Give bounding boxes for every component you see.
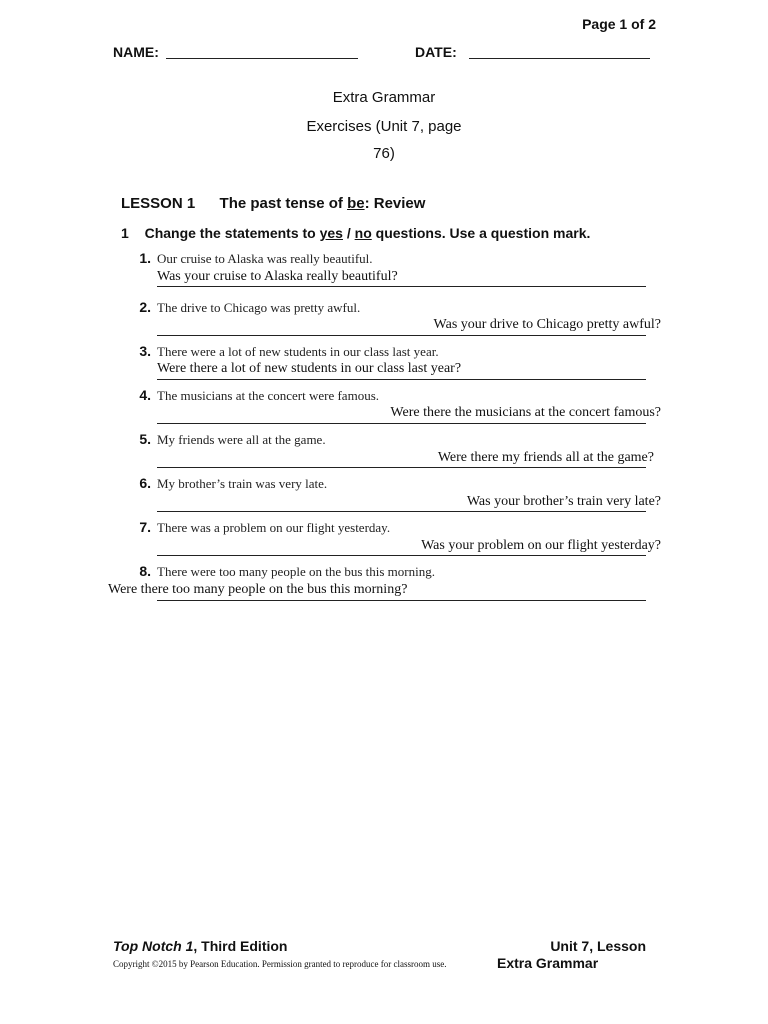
lesson-heading xyxy=(121,195,425,212)
item-statement: My friends were all at the game. xyxy=(157,432,326,447)
item-number: 7. xyxy=(139,519,151,535)
item-number: 4. xyxy=(139,387,151,403)
answer-line xyxy=(157,423,646,424)
item-answer: Were there the musicians at the concert famous? xyxy=(390,405,661,420)
title-line-1: Extra Grammar xyxy=(332,89,436,106)
answer-line xyxy=(157,379,646,380)
name-blank-line xyxy=(166,58,358,59)
lesson-label: LESSON 1 xyxy=(121,195,196,212)
page-number: Page 1 of 2 xyxy=(582,16,656,32)
instr-no: no xyxy=(354,225,372,241)
footer-section: Extra Grammar xyxy=(497,955,599,971)
item-answer: Were there a lot of new students in our class last year? xyxy=(157,361,462,376)
date-blank-line xyxy=(469,58,650,59)
item-number: 5. xyxy=(139,431,151,447)
item-statement: The musicians at the concert were famous. xyxy=(157,388,379,403)
item-answer: Were there too many people on the bus this morning? xyxy=(108,582,408,597)
answer-line xyxy=(157,335,646,336)
item-statement: The drive to Chicago was pretty awful. xyxy=(157,300,361,315)
item-number: 1. xyxy=(139,250,151,266)
item-number: 3. xyxy=(139,343,151,359)
answer-line xyxy=(157,555,646,556)
date-label: DATE: xyxy=(415,44,457,60)
exercise-instructions xyxy=(121,225,590,241)
lesson-title-be: be xyxy=(347,195,365,212)
footer-copyright: Copyright ©2015 by Pearson Education. Permission granted to reproduce for classroom use. xyxy=(113,959,447,969)
book-edition: , Third Edition xyxy=(193,938,288,954)
item-number: 2. xyxy=(139,299,151,315)
item-number: 6. xyxy=(139,475,151,491)
lesson-title-pre: The past tense of xyxy=(219,195,348,212)
title-line-2: Exercises (Unit 7, page xyxy=(306,118,462,135)
item-answer: Were there my friends all at the game? xyxy=(437,450,654,465)
instr-pre: Change the statements to xyxy=(144,225,320,241)
item-statement: There were too many people on the bus this morning. xyxy=(157,564,435,579)
lesson-title-post: : Review xyxy=(364,195,426,212)
book-name: Top Notch 1 xyxy=(113,938,194,954)
item-statement: There were a lot of new students in our class last year. xyxy=(157,344,439,359)
answer-line xyxy=(157,511,646,512)
item-statement: There was a problem on our flight yesterday. xyxy=(157,520,391,535)
item-statement: Our cruise to Alaska was really beautiful. xyxy=(157,251,373,266)
item-answer: Was your drive to Chicago pretty awful? xyxy=(433,317,661,332)
footer-book-title xyxy=(113,938,287,954)
title-line-3: 76) xyxy=(373,145,395,162)
item-statement: My brother’s train was very late. xyxy=(157,476,328,491)
answer-line xyxy=(157,600,646,601)
item-answer: Was your cruise to Alaska really beautiful? xyxy=(157,269,398,284)
answer-line xyxy=(157,467,646,468)
exercise-number: 1 xyxy=(121,225,129,241)
instr-post: questions. Use a question mark. xyxy=(371,225,591,241)
name-label: NAME: xyxy=(113,44,159,60)
item-number: 8. xyxy=(139,563,151,579)
instr-sep: / xyxy=(342,225,355,241)
item-answer: Was your brother’s train very late? xyxy=(466,494,661,509)
answer-line xyxy=(157,286,646,287)
item-answer: Was your problem on our flight yesterday? xyxy=(421,538,661,553)
footer-unit: Unit 7, Lesson xyxy=(550,938,646,954)
instr-yes: yes xyxy=(319,225,343,241)
